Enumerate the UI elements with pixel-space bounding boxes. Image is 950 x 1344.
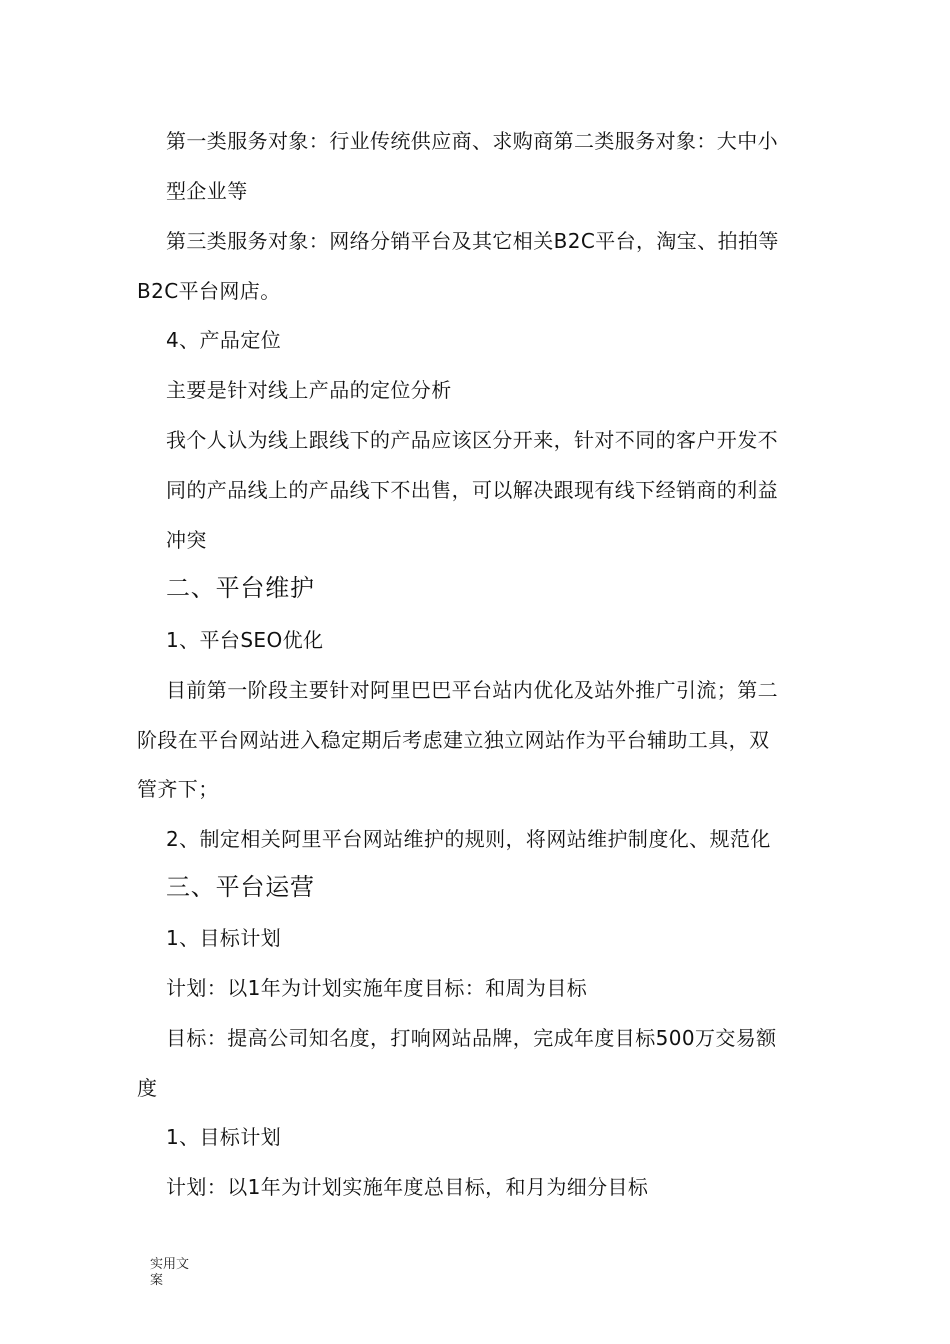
page-footer: 实用文案 [150, 1257, 190, 1288]
subsection-title: 1、平台SEO优化 [166, 628, 324, 652]
paragraph-line: 型企业等 [166, 179, 248, 203]
paragraph-line: 同的产品线上的产品线下不出售，可以解决跟现有线下经销商的利益 [166, 478, 778, 502]
paragraph-line: 目标：提高公司知名度，打响网站品牌，完成年度目标500万交易额 [166, 1026, 777, 1050]
subsection-title: 1、目标计划 [166, 1125, 282, 1149]
paragraph-line: 我个人认为线上跟线下的产品应该区分开来，针对不同的客户开发不 [166, 428, 778, 452]
section-heading: 三、平台运营 [166, 873, 315, 901]
paragraph-line: 计划：以1年为计划实施年度总目标，和月为细分目标 [166, 1175, 649, 1199]
paragraph-line: 计划：以1年为计划实施年度目标：和周为目标 [166, 976, 588, 1000]
paragraph-line: 第三类服务对象：网络分销平台及其它相关B2C平台，淘宝、拍拍等 [166, 229, 779, 253]
paragraph-line: 度 [137, 1076, 158, 1100]
paragraph-line: 管齐下； [137, 777, 219, 801]
paragraph-line: 阶段在平台网站进入稳定期后考虑建立独立网站作为平台辅助工具，双 [137, 728, 770, 752]
paragraph-line: 第一类服务对象：行业传统供应商、求购商第二类服务对象：大中小 [166, 129, 778, 153]
subsection-title: 2、制定相关阿里平台网站维护的规则，将网站维护制度化、规范化 [166, 827, 771, 851]
subsection-title: 1、目标计划 [166, 926, 282, 950]
section-heading: 二、平台维护 [166, 574, 315, 602]
paragraph-line: 冲突 [166, 528, 207, 552]
paragraph-line: 目前第一阶段主要针对阿里巴巴平台站内优化及站外推广引流；第二 [166, 678, 778, 702]
subsection-title: 4、产品定位 [166, 328, 282, 352]
paragraph-line: B2C平台网店。 [137, 279, 281, 303]
paragraph-line: 主要是针对线上产品的定位分析 [166, 378, 452, 402]
